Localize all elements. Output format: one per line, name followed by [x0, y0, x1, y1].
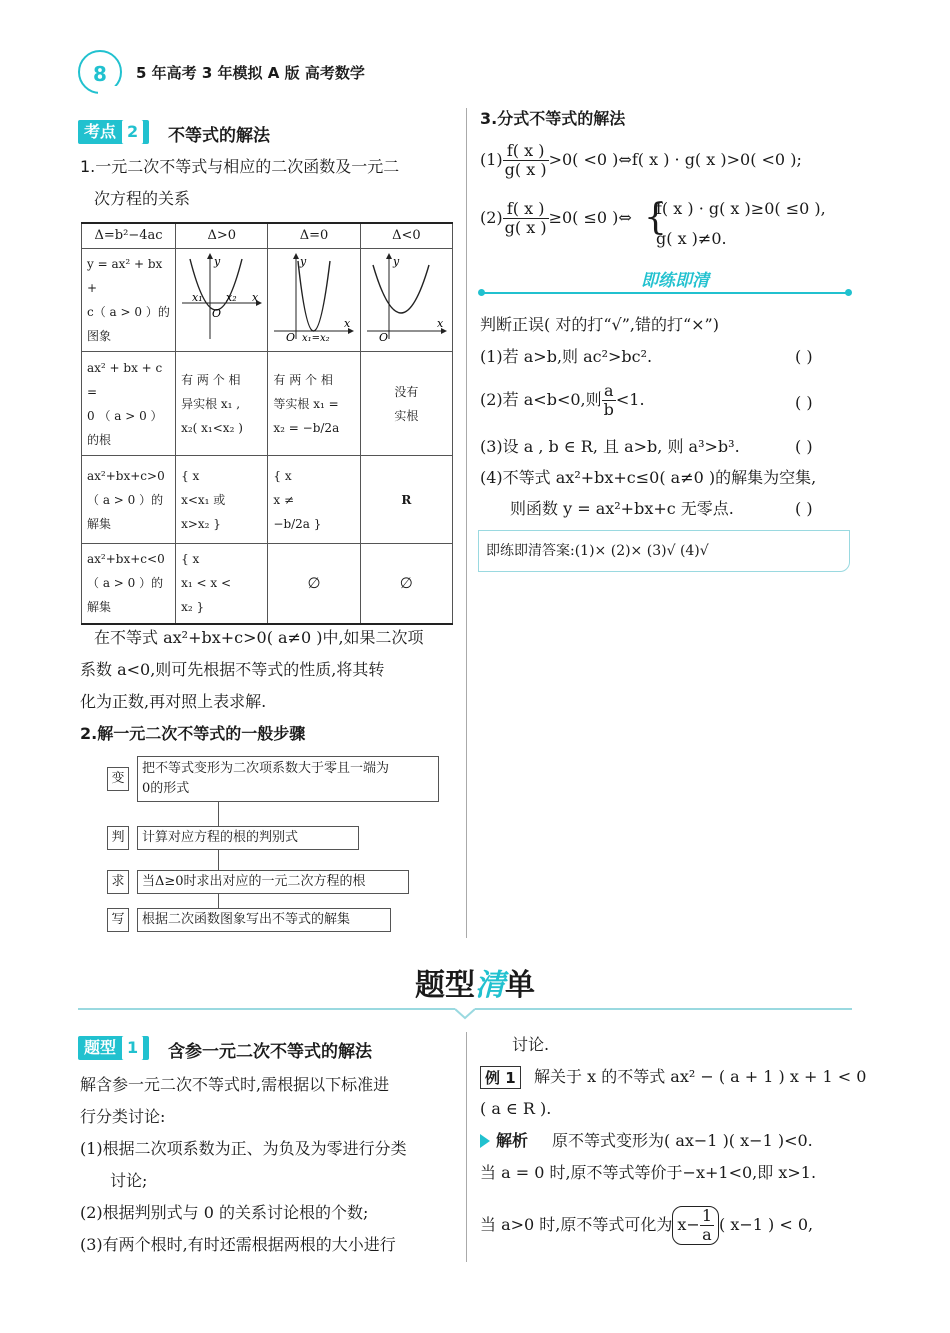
svg-text:x₂: x₂ — [226, 291, 237, 304]
practice-intro: 判断正误( 对的打“√”,错的打“×”) — [480, 315, 719, 334]
table-row — [82, 456, 453, 544]
table-cell: { x x₁ < x < x₂ } — [176, 544, 268, 624]
type-title: 含参一元二次不等式的解法 — [168, 1042, 372, 1062]
graph-cell-no-root — [360, 249, 452, 352]
page-number: 8 — [78, 50, 122, 94]
example-label: 例 1 — [480, 1066, 521, 1089]
tag-label: 考点 — [84, 122, 117, 141]
flow-label-xie: 写 — [107, 908, 129, 932]
banner-title: 题型清单 — [415, 968, 535, 1003]
type-line: 解含参一元二次不等式时,需根据以下标准进 — [80, 1075, 390, 1094]
table-header-row — [82, 223, 453, 249]
analysis-label: 解析 — [496, 1131, 529, 1150]
answer-paren: ( ) — [795, 347, 813, 366]
svg-text:O: O — [286, 331, 296, 341]
flow-step-3: 当Δ≥0时求出对应的一元二次方程的根 — [137, 870, 409, 894]
flow-step-1: 把不等式变形为二次项系数大于零且一端为 0的形式 — [137, 756, 439, 802]
tag-label: 题型 — [84, 1038, 117, 1057]
svg-text:x₁: x₁ — [192, 291, 203, 304]
table-header: Δ=b²−4ac — [82, 223, 176, 249]
practice-bar — [484, 292, 846, 294]
table-header: Δ<0 — [360, 223, 452, 249]
question-4-cont: 则函数 y = ax²+bx+c 无零点. — [510, 499, 734, 518]
analysis-line3: 当 a>0 时,原不等式可化为 x− $\frac{1}{a}$ ( x−1 ) < 0, — [480, 1206, 814, 1244]
type-tag — [78, 1036, 149, 1060]
example-line1: 解关于 x 的不等式 ax² − ( a + 1 ) x + 1 < 0 — [534, 1067, 867, 1086]
table-cell: ∅ — [360, 544, 452, 624]
item2-title: 2.解一元二次不等式的一般步骤 — [80, 724, 306, 743]
row-label: ax²+bx+c>0 （ a > 0 ）的 解集 — [82, 456, 176, 544]
svg-text:y: y — [392, 255, 399, 268]
parabola-two-roots-graph — [176, 251, 262, 341]
analysis-line2: 当 a = 0 时,原不等式等价于−x+1<0,即 x>1. — [480, 1163, 817, 1182]
question-1: (1)若 a>b,则 ac²>bc². — [480, 347, 653, 366]
question-4: (4)不等式 ax²+bx+c≤0( a≠0 )的解集为空集, — [480, 468, 817, 487]
table-row — [82, 352, 453, 456]
quadratic-table — [81, 222, 453, 625]
discussion-cont: 讨论. — [512, 1035, 550, 1054]
bar-dot — [845, 289, 852, 296]
flow-step-4: 根据二次函数图象写出不等式的解集 — [137, 908, 391, 932]
fraction-rule-2: (2) $\frac{f( x )}{g( x )}$ ≥0( ≤0 )⇔ — [480, 199, 632, 237]
note-line: 化为正数,再对照上表求解. — [80, 692, 267, 711]
tag-number: 1 — [122, 1036, 143, 1060]
table-row — [82, 249, 453, 352]
question-2: (2)若 a<b<0,则 $\frac{a}{b}$ <1. — [480, 381, 645, 419]
column-divider — [466, 108, 467, 938]
answer-paren: ( ) — [795, 437, 813, 456]
table-cell: R — [360, 456, 452, 544]
section-tag — [78, 120, 149, 144]
flow-label-pan: 判 — [107, 826, 129, 850]
analysis-icon — [480, 1134, 490, 1148]
type-line: 讨论; — [110, 1171, 148, 1190]
graph-cell-two-roots — [176, 249, 268, 352]
fraction-rule-1: (1) $\frac{f( x )}{g( x )}$ >0( <0 )⇔f( x ) · g( x )>0( <0 ); — [480, 141, 802, 179]
type-line: (1)根据二次项系数为正、为负及为零进行分类 — [80, 1139, 407, 1158]
svg-text:x: x — [344, 317, 351, 330]
parabola-no-root-graph — [361, 251, 447, 341]
table-cell: { x x ≠ −b/2a } — [268, 456, 360, 544]
table-cell: ∅ — [268, 544, 360, 624]
analysis-line1: 原不等式变形为( ax−1 )( x−1 )<0. — [552, 1131, 813, 1150]
header-title: 5 年高考 3 年模拟 A 版 高考数学 — [136, 64, 365, 82]
table-cell: 没有 实根 — [360, 352, 452, 456]
section-title: 不等式的解法 — [168, 126, 270, 146]
flow-step-2: 计算对应方程的根的判别式 — [137, 826, 359, 850]
table-row — [82, 544, 453, 624]
type-line: (2)根据判别式与 0 的关系讨论根的个数; — [80, 1203, 369, 1222]
table-header: Δ=0 — [268, 223, 360, 249]
answer-paren: ( ) — [795, 499, 813, 518]
parabola-double-root-graph — [268, 251, 354, 341]
table-cell: 有 两 个 相 异实根 x₁ , x₂( x₁<x₂ ) — [176, 352, 268, 456]
flow-label-bian: 变 — [107, 767, 129, 791]
flow-label-qiu: 求 — [107, 870, 129, 894]
svg-text:x₁=x₂: x₁=x₂ — [302, 333, 331, 341]
svg-text:x: x — [436, 317, 443, 330]
type-line: 行分类讨论: — [80, 1107, 166, 1126]
fraction-rule-2-line1: f( x ) · g( x )≥0( ≤0 ), — [656, 199, 826, 218]
item3-title: 3.分式不等式的解法 — [480, 109, 626, 128]
item1-line2: 次方程的关系 — [94, 189, 191, 208]
svg-text:y: y — [214, 255, 221, 268]
flow-connector — [218, 894, 219, 908]
table-cell: 有 两 个 相 等实根 x₁ = x₂ = −b/2a — [268, 352, 360, 456]
table-header: Δ>0 — [176, 223, 268, 249]
svg-text:x: x — [252, 291, 259, 304]
flow-connector — [218, 850, 219, 870]
svg-text:O: O — [378, 331, 388, 341]
note-line: 在不等式 ax²+bx+c>0( a≠0 )中,如果二次项 — [94, 628, 424, 647]
banner-notch — [455, 1008, 475, 1020]
tag-number: 2 — [122, 120, 143, 144]
question-3: (3)设 a , b ∈ R, 且 a>b, 则 a³>b³. — [480, 437, 740, 456]
answer-paren: ( ) — [795, 393, 813, 412]
brace: { — [644, 197, 667, 238]
example-line2: ( a ∈ R ). — [480, 1099, 552, 1118]
svg-text:O: O — [212, 307, 222, 320]
svg-text:y: y — [300, 255, 307, 268]
type-line: (3)有两个根时,有时还需根据两根的大小进行 — [80, 1235, 396, 1254]
page-number-decoration — [98, 86, 128, 102]
note-line: 系数 a<0,则可先根据不等式的性质,将其转 — [80, 660, 385, 679]
flow-connector — [218, 802, 219, 826]
practice-title: 即练即清 — [610, 266, 740, 291]
graph-cell-double-root — [268, 249, 360, 352]
table-cell: { x x<x₁ 或 x>x₂ } — [176, 456, 268, 544]
item1-line1: 1.一元二次不等式与相应的二次函数及一元二 — [80, 157, 400, 176]
answer-text: 即练即清答案:(1)× (2)× (3)√ (4)√ — [486, 543, 709, 559]
row-label: ax² + bx + c = 0 （ a > 0 ） 的根 — [82, 352, 176, 456]
row-label: y = ax² + bx + c（ a > 0 ）的 图象 — [82, 249, 176, 352]
fraction-rule-2-line2: g( x )≠0. — [656, 229, 727, 248]
row-label: ax²+bx+c<0 （ a > 0 ）的 解集 — [82, 544, 176, 624]
column-divider-lower — [466, 1032, 467, 1262]
